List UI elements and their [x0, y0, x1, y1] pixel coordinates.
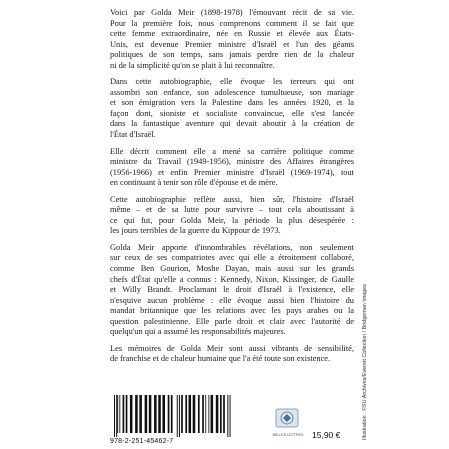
blurb-paragraph — [110, 195, 354, 237]
blurb-line: ni de la simplicité qu'on se plait à lui reconnaître. — [110, 60, 275, 70]
blurb-line: même – et de sa lutte pour survivre – tout cela aboutissant à — [110, 205, 354, 215]
blurb-text — [110, 8, 354, 371]
blurb-line: assombri son enfance, son adolescence tumultueuse, son mariage — [110, 87, 354, 97]
blurb-paragraph — [110, 344, 354, 365]
blurb-paragraph — [110, 8, 354, 71]
blurb-line: ce qui fut, pour Golda Meir, la période la plus désespérée : — [110, 215, 354, 225]
blurb-line: n'esquive aucun problème : elle évoque aussi bien l'histoire du — [110, 295, 354, 305]
blurb-line: (1956-1966) et enfin Premier ministre d'Israël (1969-1974), tout — [110, 167, 354, 177]
barcode — [110, 395, 266, 441]
blurb-line: façon dont, sioniste et socialiste convaincue, elle s'est lancée — [110, 108, 354, 118]
blurb-line: Voici par Golda Meir (1898-1978) l'émouvant récit de sa vie. — [110, 8, 354, 17]
blurb-line: Cette autobiographie reflète aussi, bien sûr, l'histoire d'Israël — [110, 194, 354, 204]
publisher-seal-icon — [274, 408, 300, 432]
blurb-line: question palestinienne. Elle parle droit et clair avec l'autorité de — [110, 316, 354, 326]
blurb-line: mandat britannique que les relations avec les pays arabes ou la — [110, 306, 354, 316]
price: 15,90 € — [312, 430, 341, 440]
blurb-line: ministre du Travail (1949-1956), ministre des Affaires étrangères — [110, 157, 354, 167]
blurb-line: de franchise et de chaleur humaine que l'a été toute son existence. — [110, 354, 331, 364]
blurb-line: chefs d'État qu'elle a connus : Kennedy, Nixon, Kissinger, de Gaulle — [110, 274, 354, 284]
blurb-paragraph — [110, 243, 354, 338]
blurb-line: et Willy Brandt. Proclamant le droit d'Israël à l'existence, elle — [110, 285, 354, 295]
blurb-line: Pour la première fois, nous comprenons comment il se fait que — [110, 18, 354, 28]
barcode-icon — [110, 395, 266, 437]
blurb-line: sur ceux de ses compatriotes avec qui elle a étroitement collaboré, — [110, 253, 354, 263]
blurb-line: en continuant à tenir son rôle d'épouse et de mère. — [110, 178, 278, 188]
blurb-line: politiques de son temps, sans jamais perdre rien de la chaleur — [110, 50, 354, 60]
blurb-line: l'État d'Israël. — [110, 130, 156, 140]
blurb-line: Unis, est devenue Premier ministre d'Israël et l'un des géants — [110, 39, 354, 49]
isbn: 978-2-251-45462-7 — [110, 438, 174, 445]
illustration-credit: Illustration : ©SU Archives/Everett Collection / Bridgeman Images — [362, 284, 368, 440]
blurb-line: dans la fantastique aventure qui devait aboutir à la création de — [110, 119, 354, 129]
blurb-line: cette femme extraordinaire, née en Russie et élevée aux États- — [110, 29, 354, 39]
blurb-line: les jours terribles de la guerre du Kippour de 1973. — [110, 226, 281, 236]
blurb-line: Golda Meir apporte d'innombrables révélations, non seulement — [110, 242, 354, 252]
blurb-line: Les mémoires de Golda Meir sont aussi vibrants de sensibilité, — [110, 343, 354, 353]
blurb-line: Elle décrit comment elle a mené sa carrière politique comme — [110, 146, 354, 156]
publisher-caption: BELLES LETTRES — [272, 433, 304, 437]
publisher-logo — [274, 408, 300, 432]
blurb-line: quelqu'un qui a assumé les responsabilités majeures. — [110, 327, 286, 337]
blurb-line: et son émigration vers la Palestine dans les années 1920, et la — [110, 98, 354, 108]
blurb-line: Dans cette autobiographie, elle évoque les terreurs qui ont — [110, 77, 354, 87]
blurb-paragraph — [110, 147, 354, 189]
blurb-line: comme Ben Gourion, Moshe Dayan, mais aussi sur les grands — [110, 264, 354, 274]
blurb-paragraph — [110, 77, 354, 140]
